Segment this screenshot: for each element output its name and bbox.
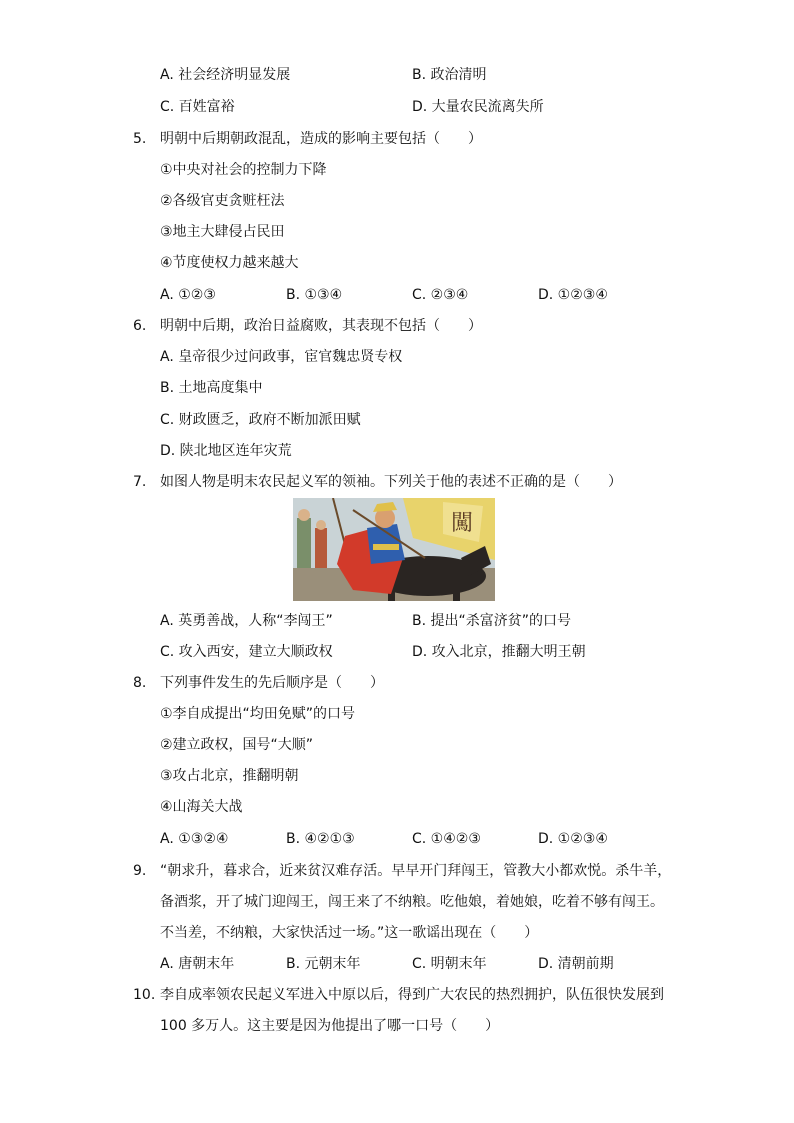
q9-option-b[interactable]: B. 元朝末年 bbox=[286, 956, 361, 972]
q7-option-a[interactable]: A. 英勇善战，人称“李闯王” bbox=[160, 613, 333, 629]
q7-option-d[interactable]: D. 攻入北京，推翻大明王朝 bbox=[412, 644, 586, 660]
q6-number: 6. bbox=[133, 318, 147, 334]
q7-number: 7. bbox=[133, 474, 147, 490]
q10-line-2: 100 多万人。这主要是因为他提出了哪一口号（ ） bbox=[160, 1018, 500, 1034]
q9-line-3: 不当差，不纳粮，大家快活过一场。”这一歌谣出现在（ ） bbox=[160, 925, 539, 941]
q8-number: 8. bbox=[133, 675, 147, 691]
painting-svg bbox=[293, 498, 495, 601]
q4-option-d[interactable]: D. 大量农民流离失所 bbox=[412, 99, 544, 115]
q5-item-1: ①中央对社会的控制力下降 bbox=[160, 162, 327, 178]
q8-item-2: ②建立政权，国号“大顺” bbox=[160, 737, 314, 753]
q5-option-d[interactable]: D. ①②③④ bbox=[538, 287, 608, 303]
q5-option-a[interactable]: A. ①②③ bbox=[160, 287, 216, 303]
li-zicheng-painting bbox=[293, 498, 495, 601]
q5-number: 5. bbox=[133, 131, 147, 147]
q9-number: 9. bbox=[133, 863, 147, 879]
q9-option-a[interactable]: A. 唐朝末年 bbox=[160, 956, 235, 972]
q5-stem: 明朝中后期朝政混乱，造成的影响主要包括（ ） bbox=[160, 131, 482, 147]
q4-option-a[interactable]: A. 社会经济明显发展 bbox=[160, 67, 291, 83]
banner-character: 闖 bbox=[451, 511, 474, 536]
q5-item-2: ②各级官吏贪赃枉法 bbox=[160, 193, 285, 209]
q8-item-3: ③攻占北京，推翻明朝 bbox=[160, 768, 299, 784]
q8-option-a[interactable]: A. ①③②④ bbox=[160, 831, 229, 847]
q6-option-c[interactable]: C. 财政匮乏，政府不断加派田赋 bbox=[160, 412, 361, 428]
q5-item-3: ③地主大肆侵占民田 bbox=[160, 224, 285, 240]
q5-option-c[interactable]: C. ②③④ bbox=[412, 287, 469, 303]
q5-option-b[interactable]: B. ①③④ bbox=[286, 287, 343, 303]
q7-stem: 如图人物是明末农民起义军的领袖。下列关于他的表述不正确的是（ ） bbox=[160, 474, 622, 490]
q8-option-b[interactable]: B. ④②①③ bbox=[286, 831, 355, 847]
q10-line-1: 李自成率领农民起义军进入中原以后，得到广大农民的热烈拥护，队伍很快发展到 bbox=[160, 987, 664, 1003]
q9-line-1: “朝求升，暮求合，近来贫汉难存活。早早开门拜闯王，管教大小都欢悦。杀牛羊， bbox=[160, 863, 672, 879]
q7-option-c[interactable]: C. 攻入西安，建立大顺政权 bbox=[160, 644, 333, 660]
q8-option-d[interactable]: D. ①②③④ bbox=[538, 831, 608, 847]
q7-option-b[interactable]: B. 提出“杀富济贫”的口号 bbox=[412, 613, 572, 629]
q6-option-a[interactable]: A. 皇帝很少过问政事，宦官魏忠贤专权 bbox=[160, 349, 403, 365]
q8-item-4: ④山海关大战 bbox=[160, 799, 243, 815]
q6-stem: 明朝中后期，政治日益腐败，其表现不包括（ ） bbox=[160, 318, 482, 334]
q8-stem: 下列事件发生的先后顺序是（ ） bbox=[160, 675, 384, 691]
q9-option-c[interactable]: C. 明朝末年 bbox=[412, 956, 487, 972]
q4-option-b[interactable]: B. 政治清明 bbox=[412, 67, 487, 83]
q9-line-2: 备酒浆，开了城门迎闯王，闯王来了不纳粮。吃他娘，着她娘，吃着不够有闯王。 bbox=[160, 894, 664, 910]
q4-option-c[interactable]: C. 百姓富裕 bbox=[160, 99, 235, 115]
q8-option-c[interactable]: C. ①④②③ bbox=[412, 831, 481, 847]
q10-number: 10. bbox=[133, 987, 156, 1003]
q6-option-b[interactable]: B. 土地高度集中 bbox=[160, 380, 263, 396]
q9-option-d[interactable]: D. 清朝前期 bbox=[538, 956, 614, 972]
q5-item-4: ④节度使权力越来越大 bbox=[160, 255, 299, 271]
q8-item-1: ①李自成提出“均田免赋”的口号 bbox=[160, 706, 356, 722]
q6-option-d[interactable]: D. 陕北地区连年灾荒 bbox=[160, 443, 292, 459]
